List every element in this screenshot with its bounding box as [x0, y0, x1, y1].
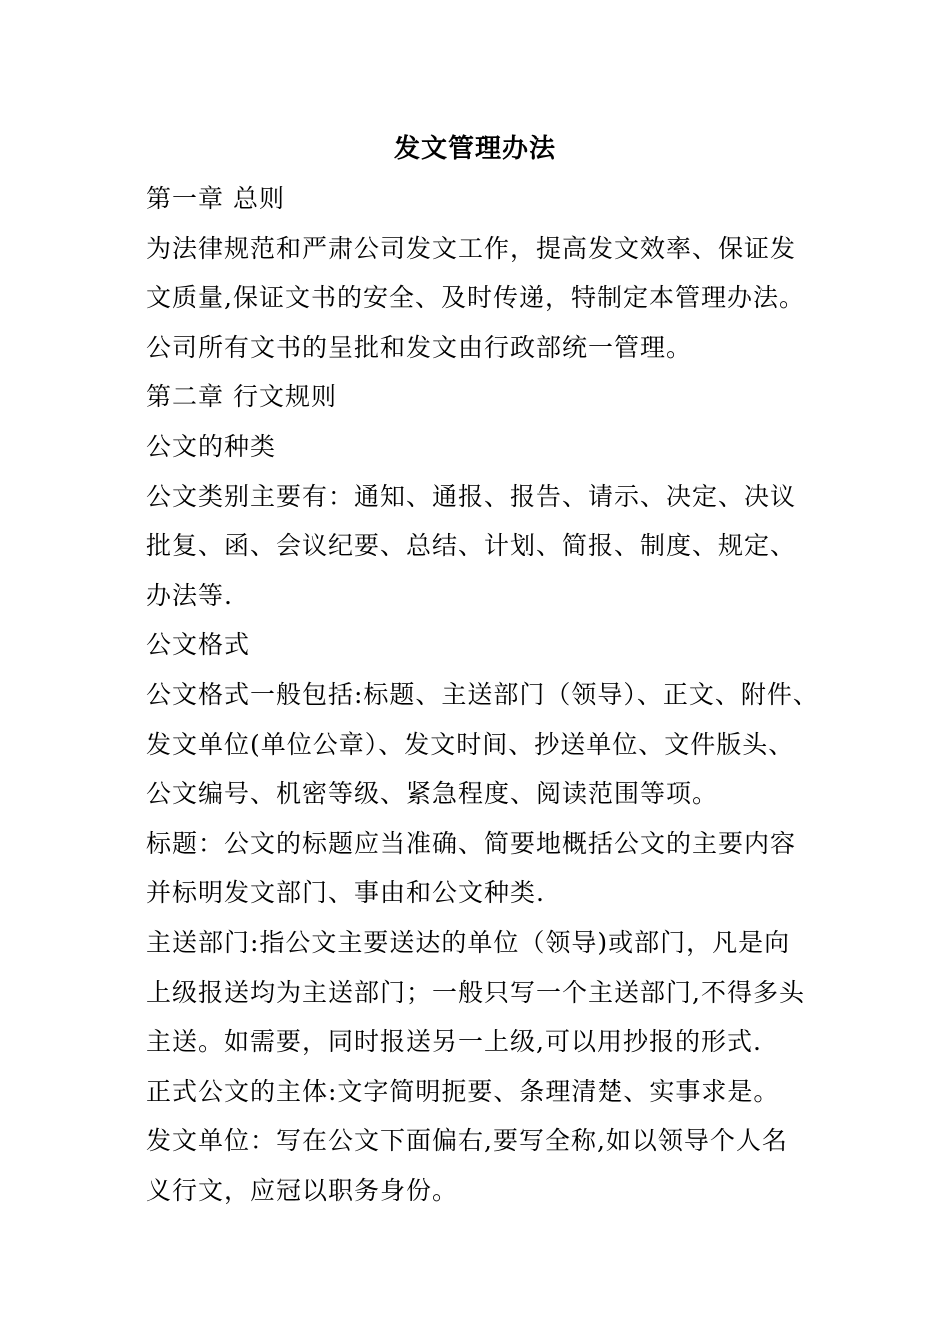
text-line: 公文编号、机密等级、紧急程度、阅读范围等项。	[146, 779, 719, 809]
text-line: 发文单位(单位公章）、发文时间、抄送单位、文件版头、	[146, 729, 795, 759]
text-line: 义行文，应冠以职务身份。	[146, 1175, 459, 1205]
document-title: 发文管理办法	[393, 134, 556, 164]
text-line: 办法等.	[146, 580, 233, 610]
text-line: 为法律规范和严肃公司发文工作，提高发文效率、保证发	[146, 233, 797, 263]
text-line: 主送部门:指公文主要送达的单位（领导)或部门，凡是向	[146, 927, 791, 957]
text-line: 批复、函、会议纪要、总结、计划、简报、制度、规定、	[146, 531, 797, 561]
text-line: 正式公文的主体:文字简明扼要、条理清楚、实事求是。	[146, 1076, 780, 1106]
document-body	[146, 181, 826, 1222]
text-line: 主送。如需要，同时报送另一上级,可以用抄报的形式.	[146, 1027, 762, 1057]
text-line: 公文类别主要有：通知、通报、报告、请示、决定、决议	[146, 481, 797, 511]
text-line: 发文单位：写在公文下面偏右,要写全称,如以领导个人名	[146, 1126, 788, 1156]
text-line: 公文格式	[146, 630, 251, 660]
text-line: 文质量,保证文书的安全、及时传递，特制定本管理办法。	[146, 283, 805, 313]
text-line: 标题：公文的标题应当准确、简要地概括公文的主要内容	[146, 828, 797, 858]
text-line: 公司所有文书的呈批和发文由行政部统一管理。	[146, 332, 693, 362]
text-line: 上级报送均为主送部门；一般只写一个主送部门,不得多头	[146, 977, 805, 1007]
text-line: 第一章 总则	[146, 184, 285, 213]
text-line: 公文的种类	[146, 431, 277, 461]
text-line: 公文格式一般包括:标题、主送部门（领导）、正文、附件、	[146, 679, 819, 709]
text-line: 并标明发文部门、事由和公文种类.	[146, 878, 545, 908]
text-line: 第二章 行文规则	[146, 382, 337, 412]
